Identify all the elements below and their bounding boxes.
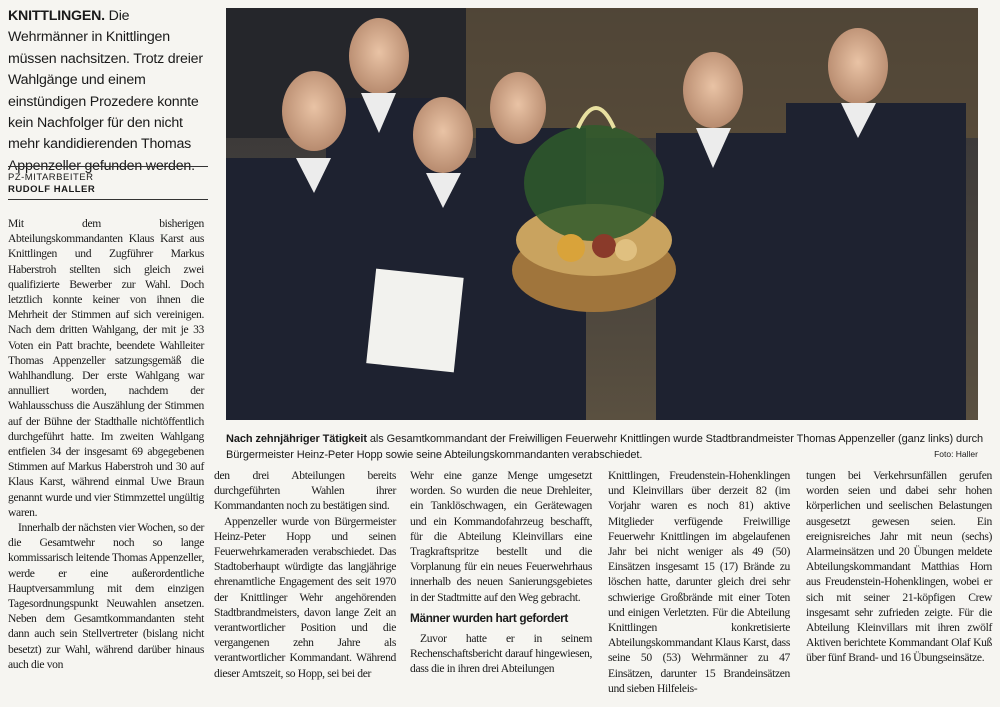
- paragraph: Knittlingen, Freudenstein-Hohenklingen und Kleinvillars über derzeit 82 (im Vorjahr waren es noch 81) aktive Mitglieder verfügende Freiwillige Feuerwehr Knittlingen im abgelaufenen Jahr bei nicht weniger als 49 (50) Einsätzen insgesamt 15 (17) Brände zu löschen hatte, darunter gleich drei sehr schwierige Großbrände mit einer Toten und einigen Verletzten. Für die Abteilung Knittlingen konkretisierte Abteilungskommandant Klaus Karst, dass seine 50 (53) Wehrmänner zu 47 Einsätzen, darunter 15 Brandeinsätzen und sieben Hilfeleis-: [608, 469, 790, 695]
- caption-text: als Gesamtkommandant der Freiwilligen Feuerwehr Knittlingen wurde Stadtbrandmeister Thomas Appenzeller (ganz links) durch Bürgermeister Heinz-Peter Hopp sowie seine Abteilungskommandanten verabschiedet.: [226, 433, 984, 461]
- paragraph: Appenzeller wurde von Bürgermeister Heinz-Peter Hopp und seinen Feuerwehrkameraden verabschiedet. Das Stadtoberhaupt würdigte das langjährige ehrenamtliche Engagement des seit 1970 der Knittlinger Wehr angehörenden Stadtbrandmeisters, davon lange Zeit an verantwortlicher Position und die vergangenen zehn Jahre als verantwortlicher Kommandant. Während dieser Amtszeit, so Hopp, sei bei der: [214, 514, 396, 680]
- photo-credit: Foto: Haller: [934, 449, 978, 459]
- paragraph: tungen bei Verkehrsunfällen gerufen worden seien und dabei sehr hohen körperlichen und seelischen Belastungen ausgesetzt gewesen seien. Ein ereignisreiches Jahr mit neun (sechs) Alarmeinsätzen und 20 Übungen meldete Abteilungskommandant Matthias Horn aus Freudenstein-Hohenklingen, wobei er sich mit seiner 21-köpfigen Crew insgesamt sehr zufrieden zeigte. Für die Abteilung Kleinvillars mit ihren zwölf Aktiven berichtete Kommandant Olaf Kuß über fünf Brand- und 16 Übungseinsätze.: [806, 469, 992, 665]
- subheading: Männer wurden hart gefordert: [410, 610, 568, 625]
- byline-role: PZ-MITARBEITER: [8, 172, 94, 183]
- lead-text: Die Wehrmänner in Knittlingen müssen nachsitzen. Trotz dreier Wahlgänge und einem einstündigen Prozedere konnte kein Nachfolger für den nicht mehr kandidierenden Thomas Appenzeller gefunden werden.: [8, 8, 203, 174]
- news-photo: [226, 8, 978, 420]
- paragraph: Mit dem bisherigen Abteilungskommandanten Klaus Karst aus Knittlingen und Zugführer Markus Haberstroh stellten sich gleich zwei qualifizierte Bewerber zur Wahl. Doch letztlich konnte keiner von ihnen die Mehrheit der Stimmen auf sich vereinigen. Nach dem dritten Wahlgang, der mit je 33 Voten ein Patt brachte, beendete Wahlleiter Thomas Appenzeller satzungsgemäß die Wahlhandlung. Der erste Wahlgang war annulliert worden, nachdem der Wahlausschuss die Auszählung der Stimmen auf der Bühne der Stadthalle nichtöffentlich durchgeführt hatte. Im zweiten Wahlgang entfielen 34 der insgesamt 69 abgegebenen Stimmen auf Markus Haberstroh und 30 auf Klaus Karst, während einmal Uwe Braun genannt wurde und vier Stimmzettel ungültig waren.: [8, 217, 204, 519]
- article-lead: [8, 6, 208, 177]
- article-column-4: [608, 468, 790, 696]
- byline: [8, 172, 208, 196]
- article-column-2: [214, 468, 396, 681]
- photo-firefighters-image: [226, 8, 978, 420]
- paragraph: Zuvor hatte er in seinem Rechenschaftsbericht darauf hingewiesen, dass die in ihren drei Abteilungen: [410, 632, 592, 676]
- article-column-1: [8, 216, 204, 672]
- caption-lead: Nach zehnjähriger Tätigkeit: [226, 433, 367, 445]
- paragraph: den drei Abteilungen bereits durchgeführten Wahlen ihrer Kommandanten noch zu bestätigen sind.: [214, 469, 396, 513]
- article-column-3: [410, 468, 592, 677]
- lead-divider: [8, 166, 208, 167]
- article-column-5: [806, 468, 992, 666]
- paragraph: Wehr eine ganze Menge umgesetzt worden. So wurden die neue Drehleiter, ein Tanklöschwagen, ein Gerätewagen und ein Kommandofahrzeug beschafft, für die Abteilung Kleinvillars eine Tragkraftspritze bestellt und die Vorplanung für ein neues Feuerwehrhaus innerhalb des neuen Sanierungsgebietes in der Stadtmitte auf den Weg gebracht.: [410, 469, 592, 604]
- lead-dateline: KNITTLINGEN.: [8, 8, 105, 24]
- byline-divider: [8, 199, 208, 200]
- byline-author: RUDOLF HALLER: [8, 184, 96, 195]
- paragraph: Innerhalb der nächsten vier Wochen, so der die Gesamtwehr noch so lange kommissarisch leitende Thomas Appenzeller, werde er eine außerordentliche Hauptversammlung mit dem einzigen Tagesordnungspunkt Neuwahlen ansetzen. Neben dem Gesamtkommandanten steht dann auch sein Stellvertreter (bislang nicht besetzt) zur Wahl, während darüber hinaus auch die von: [8, 521, 204, 671]
- photo-caption: [226, 431, 986, 463]
